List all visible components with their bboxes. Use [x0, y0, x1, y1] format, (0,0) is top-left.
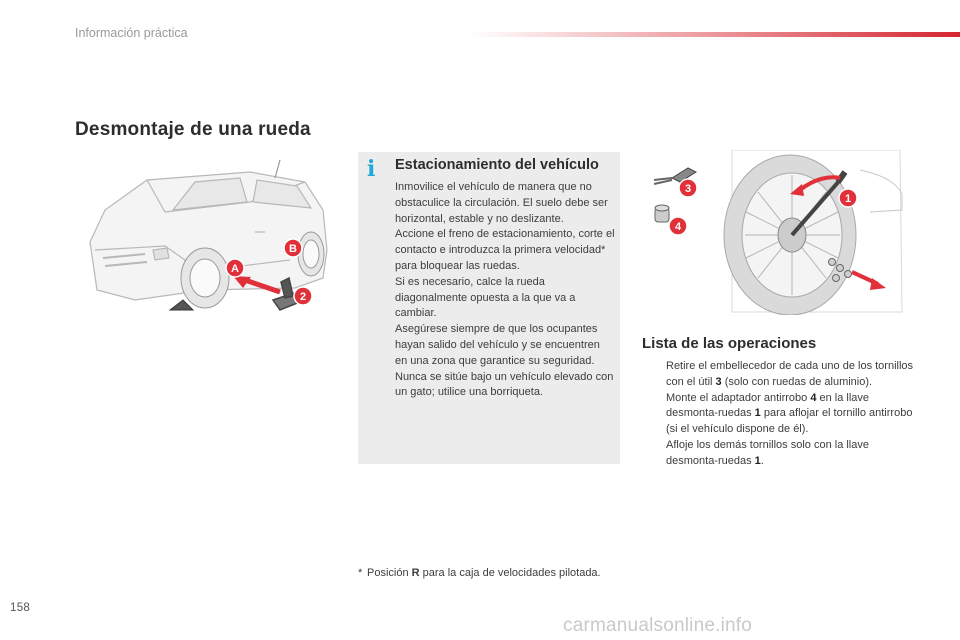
list-item: Retire el embellecedor de cada uno de los tornillos con el útil 3 (solo con ruedas de aluminio). — [666, 360, 914, 388]
car-badge-b: B — [289, 243, 297, 255]
info-paragraph: Si es necesario, calce la rueda diagonalmente opuesta a la que va a cambiar. — [395, 275, 576, 320]
wheel-badge-3: 3 — [684, 183, 692, 195]
wheel-badge-1: 1 — [844, 193, 852, 205]
info-icon: i — [367, 156, 376, 182]
car-badge-a: A — [231, 263, 239, 275]
wheel-removal-illustration — [640, 150, 905, 315]
operations-title: Lista de las operaciones — [642, 335, 817, 352]
section-header-title: Información práctica — [75, 26, 188, 40]
info-paragraph: Inmovilice el vehículo de manera que no obstaculice la circulación. El suelo debe ser horizontal, estable y no deslizante. — [395, 181, 608, 225]
page-title: Desmontaje de una rueda — [75, 119, 311, 140]
info-box-text — [395, 180, 615, 401]
wheel-badge-4: 4 — [674, 221, 682, 233]
info-paragraph: Nunca se sitúe bajo un vehículo elevado con un gato; utilice una borriqueta. — [395, 370, 614, 399]
car-badge-2: 2 — [299, 291, 307, 303]
info-box-title: Estacionamiento del vehículo — [395, 157, 599, 173]
car-jack-illustration — [75, 150, 345, 330]
page-number: 158 — [10, 602, 31, 614]
info-paragraph: Accione el freno de estacionamiento, corte el contacto e introduzca la primera velocidad* para bloquear las ruedas. — [395, 228, 615, 272]
list-item: Monte el adaptador antirrobo 4 en la llave desmonta-ruedas 1 para aflojar el tornillo antirrobo (si el vehículo dispone de él). — [666, 391, 913, 436]
operations-list — [642, 359, 917, 470]
list-item: Afloje los demás tornillos solo con la llave desmonta-ruedas 1. — [666, 438, 869, 467]
watermark: carmanualsonline.info — [563, 615, 753, 636]
info-paragraph: Asegúrese siempre de que los ocupantes hayan salido del vehículo y se encuentren en una zona que garantice su seguridad. — [395, 323, 600, 367]
header-accent-bar — [470, 32, 960, 37]
footnote: * Posición R para la caja de velocidades pilotada. — [358, 566, 620, 582]
parking-info-box — [358, 152, 620, 464]
footnote-marker: * — [358, 567, 363, 579]
